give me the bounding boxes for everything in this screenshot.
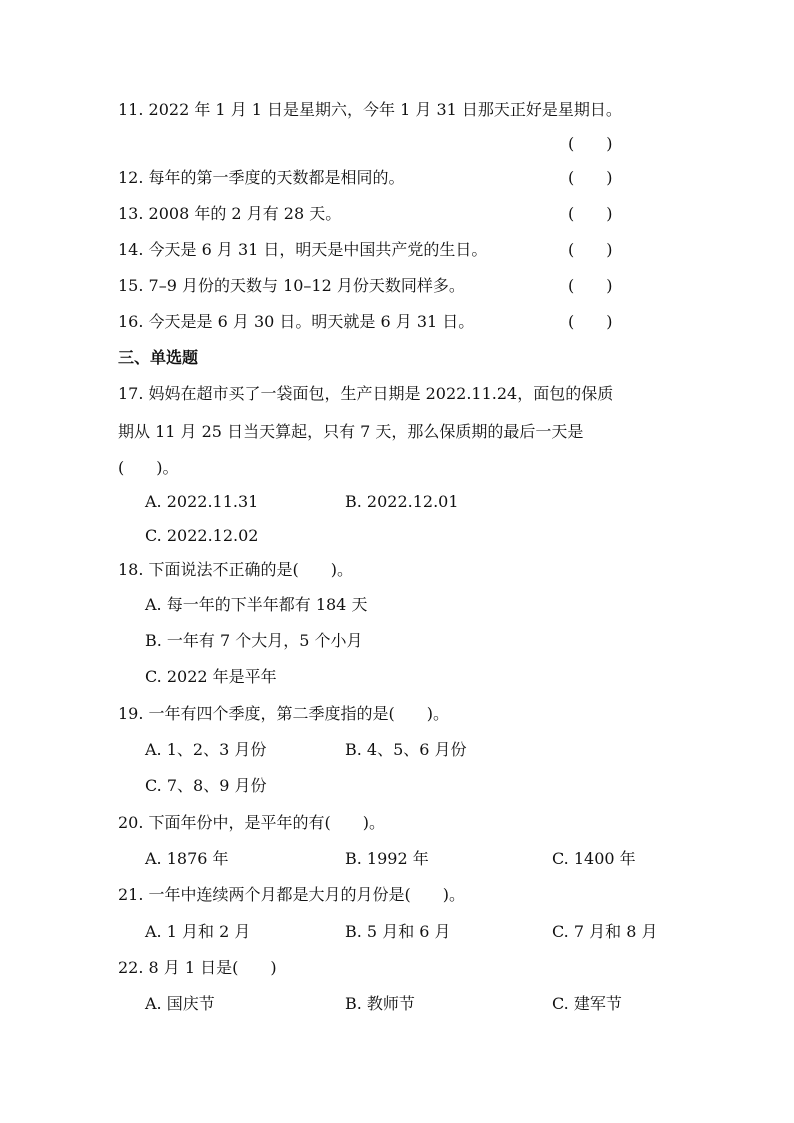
question-13-answer-blank[interactable]: ( ) (568, 204, 613, 223)
question-18-option-c[interactable]: C. 2022 年是平年 (145, 667, 277, 686)
question-17-option-a[interactable]: A. 2022.11.31 (145, 492, 259, 511)
question-17-line-3: ( )。 (118, 458, 179, 477)
question-21-text: 21. 一年中连续两个月都是大月的月份是( )。 (118, 885, 466, 904)
question-14-answer-blank[interactable]: ( ) (568, 240, 613, 259)
question-20-option-a[interactable]: A. 1876 年 (145, 849, 229, 868)
question-21-option-b[interactable]: B. 5 月和 6 月 (345, 922, 451, 941)
question-19-option-a[interactable]: A. 1、2、3 月份 (145, 740, 267, 759)
question-19-option-b[interactable]: B. 4、5、6 月份 (345, 740, 467, 759)
section-title: 三、单选题 (118, 348, 199, 367)
question-14-text: 14. 今天是 6 月 31 日，明天是中国共产党的生日。 (118, 240, 488, 259)
question-12-answer-blank[interactable]: ( ) (568, 168, 613, 187)
question-11-text: 11. 2022 年 1 月 1 日是星期六，今年 1 月 31 日那天正好是星期日。 (118, 100, 622, 119)
question-16-answer-blank[interactable]: ( ) (568, 312, 613, 331)
question-18-text: 18. 下面说法不正确的是( )。 (118, 560, 354, 579)
question-20-option-b[interactable]: B. 1992 年 (345, 849, 429, 868)
question-17-line-2: 期从 11 月 25 日当天算起，只有 7 天，那么保质期的最后一天是 (118, 422, 584, 441)
question-17-option-c[interactable]: C. 2022.12.02 (145, 526, 259, 545)
question-22-option-b[interactable]: B. 教师节 (345, 994, 415, 1013)
question-15-answer-blank[interactable]: ( ) (568, 276, 613, 295)
question-17-line-1: 17. 妈妈在超市买了一袋面包，生产日期是 2022.11.24，面包的保质 (118, 384, 614, 403)
question-22-option-c[interactable]: C. 建军节 (552, 994, 622, 1013)
question-21-option-a[interactable]: A. 1 月和 2 月 (145, 922, 251, 941)
question-18-option-a[interactable]: A. 每一年的下半年都有 184 天 (145, 595, 368, 614)
question-22-option-a[interactable]: A. 国庆节 (145, 994, 215, 1013)
question-13-text: 13. 2008 年的 2 月有 28 天。 (118, 204, 342, 223)
question-22-text: 22. 8 月 1 日是( ) (118, 958, 277, 977)
question-15-text: 15. 7–9 月份的天数与 10–12 月份天数同样多。 (118, 276, 465, 295)
question-18-option-b[interactable]: B. 一年有 7 个大月，5 个小月 (145, 631, 363, 650)
question-20-text: 20. 下面年份中，是平年的有( )。 (118, 813, 386, 832)
question-19-text: 19. 一年有四个季度，第二季度指的是( )。 (118, 704, 450, 723)
question-20-option-c[interactable]: C. 1400 年 (552, 849, 636, 868)
question-16-text: 16. 今天是是 6 月 30 日。明天就是 6 月 31 日。 (118, 312, 475, 331)
question-11-answer-blank[interactable]: ( ) (568, 134, 613, 153)
question-17-option-b[interactable]: B. 2022.12.01 (345, 492, 459, 511)
question-12-text: 12. 每年的第一季度的天数都是相同的。 (118, 168, 405, 187)
question-19-option-c[interactable]: C. 7、8、9 月份 (145, 776, 267, 795)
question-21-option-c[interactable]: C. 7 月和 8 月 (552, 922, 658, 941)
